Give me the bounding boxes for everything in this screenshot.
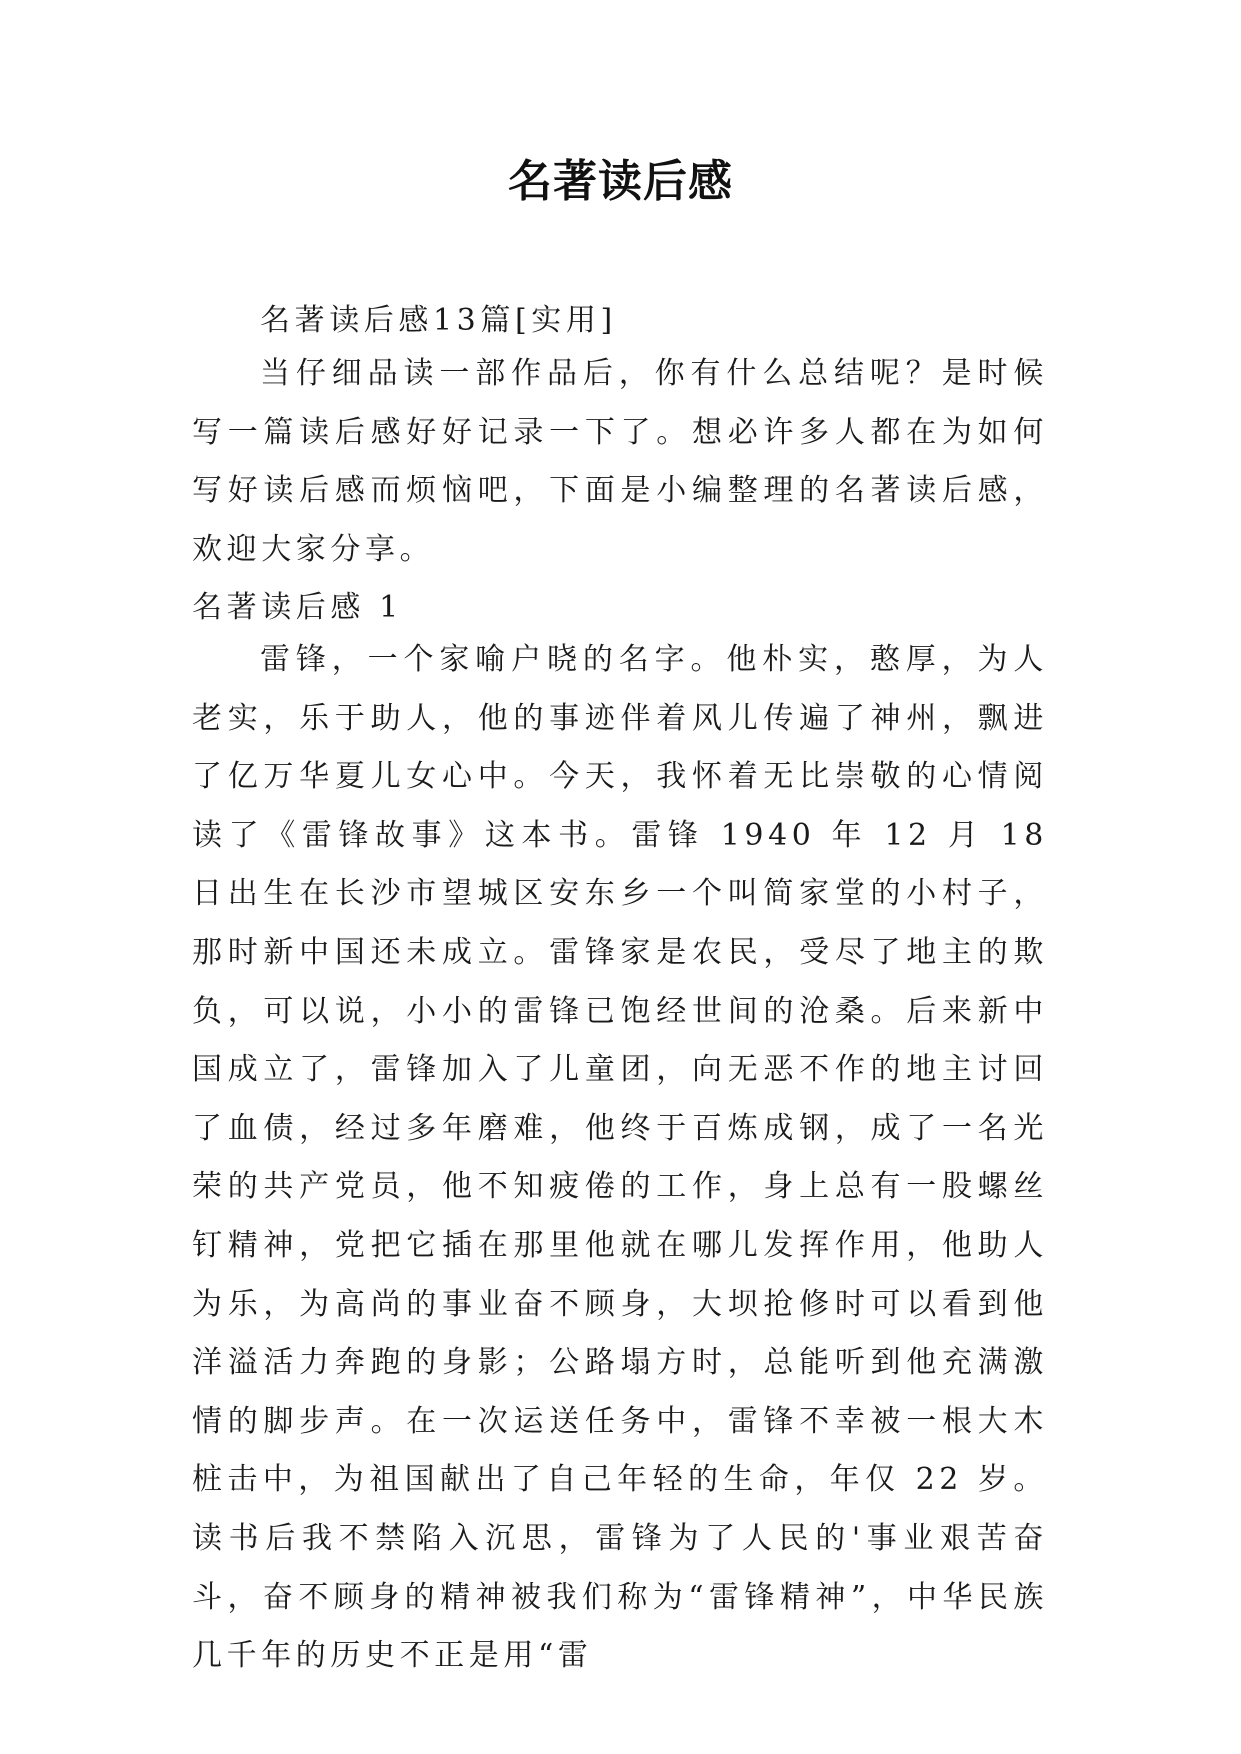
section-heading: 名著读后感 1: [192, 590, 403, 625]
intro-paragraph: 当仔细品读一部作品后，你有什么总结呢？是时候写一篇读后感好好记录一下了。想必许多人都在为如何写好读后感而烦恼吧，下面是小编整理的名著读后感，欢迎大家分享。: [192, 356, 1048, 567]
document-subtitle: 名著读后感13篇[实用]: [260, 303, 617, 338]
essay-paragraph: 雷锋，一个家喻户晓的名字。他朴实，憨厚，为人老实，乐于助人，他的事迹伴着风儿传遍了神州，飘进了亿万华夏儿女心中。今天，我怀着无比崇敬的心情阅读了《雷锋故事》这本书。雷锋 1940 年 12 月 18 日出生在长沙市望城区安东乡一个叫简家堂的小村子，那时新中国还未成立。雷锋家是农民，受尽了地主的欺负，可以说，小小的雷锋已饱经世间的沧桑。后来新中国成立了，雷锋加入了儿童团，向无恶不作的地主讨回了血债，经过多年磨难，他终于百炼成钢，成了一名光荣的共产党员，他不知疲倦的工作，身上总有一股螺丝钉精神，党把它插在那里他就在哪儿发挥作用，他助人为乐，为高尚的事业奋不顾身，大坝抢修时可以看到他洋溢活力奔跑的身影；公路塌方时，总能听到他充满激情的脚步声。在一次运送任务中，雷锋不幸被一根大木桩击中，为祖国献出了自己年轻的生命，年仅 22 岁。读书后我不禁陷入沉思，雷锋为了人民的'事业艰苦奋斗，奋不顾身的精神被我们称为“雷锋精神”，中华民族几千年的历史不正是用“雷: [192, 642, 1048, 1674]
document-title: 名著读后感: [508, 156, 733, 207]
